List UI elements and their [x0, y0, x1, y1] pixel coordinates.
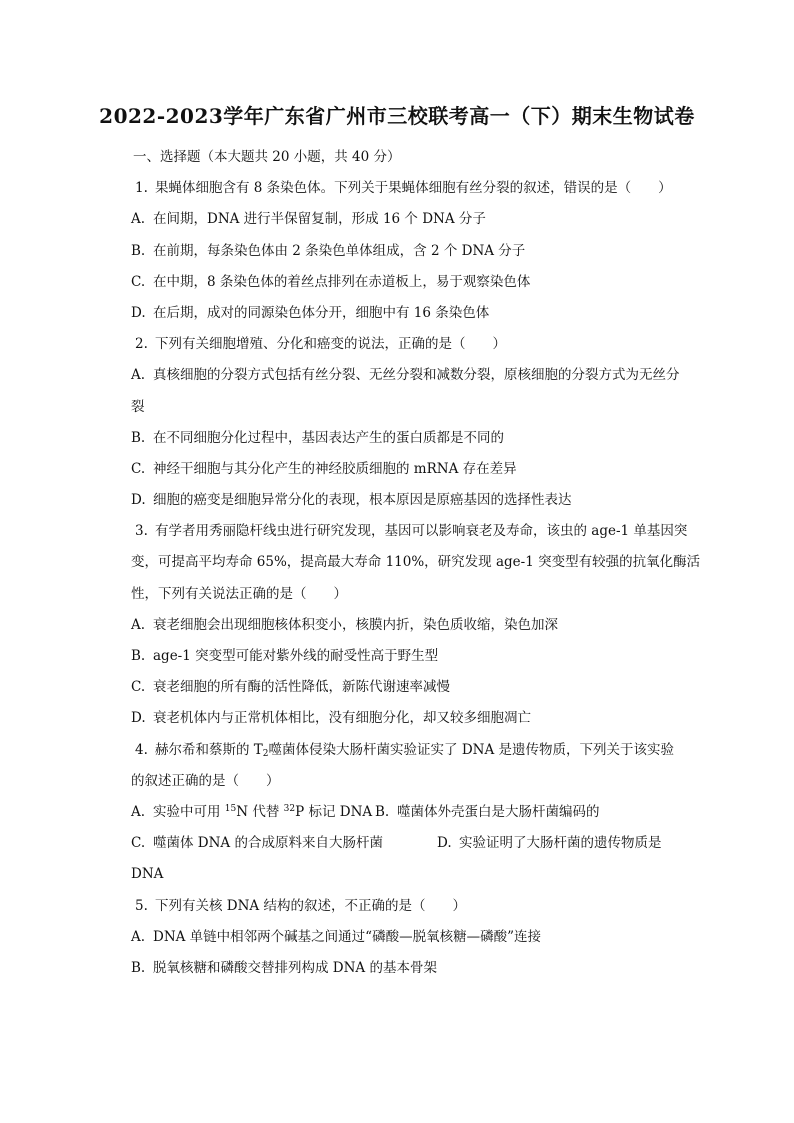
question-1-option-c[interactable] [131, 267, 696, 298]
question-3-option-c[interactable] [131, 672, 696, 703]
option-text: 真核细胞的分裂方式包括有丝分裂、无丝分裂和减数分裂，原核细胞的分裂方式为无丝分 [153, 367, 680, 384]
section-heading: 一、选择题（本大题共 20 小题，共 40 分） [133, 149, 401, 165]
option-text-continued: 裂 [131, 398, 145, 415]
question-4-stem [131, 735, 696, 766]
question-2-option-a[interactable] [131, 360, 696, 391]
option-label: D. [131, 304, 146, 321]
question-1-option-a[interactable] [131, 204, 696, 235]
isotope-superscript: 32 [283, 803, 296, 814]
question-4-option-b[interactable] [375, 797, 600, 828]
phage-subscript: 2 [262, 748, 269, 759]
question-text-rest: 噬菌体侵染大肠杆菌实验证实了 DNA 是遗传物质，下列关于该实验 [268, 741, 674, 758]
option-label: A. [131, 211, 146, 228]
option-text: 在中期，8 条染色体的着丝点排列在赤道板上，易于观察染色体 [153, 273, 531, 290]
question-3-stem-line-2: 变，可提高平均寿命 65%，提高最大寿命 110%，研究发现 age-1 突变型有较强的抗氧化酶活 [131, 554, 701, 571]
option-text: 神经干细胞与其分化产生的神经胶质细胞的 mRNA 存在差异 [153, 460, 517, 477]
option-text: 脱氧核糖和磷酸交替排列构成 DNA 的基本骨架 [153, 959, 437, 976]
option-label: D. [131, 492, 146, 509]
isotope-superscript: 15 [224, 803, 237, 814]
option-text: 噬菌体外壳蛋白是大肠杆菌编码的 [397, 803, 600, 820]
option-text: 在前期，每条染色体由 2 条染色单体组成，含 2 个 DNA 分子 [153, 242, 526, 259]
question-4-option-a[interactable] [131, 804, 372, 820]
question-4-stem-line-2: 的叙述正确的是（ ） [131, 772, 280, 789]
question-5-option-a[interactable] [131, 922, 696, 953]
option-label: D. [437, 835, 452, 852]
question-2-option-d[interactable] [131, 485, 696, 516]
question-text: 赫尔希和蔡斯的 T [155, 741, 263, 758]
question-2-option-b[interactable] [131, 423, 696, 454]
option-label: B. [131, 242, 146, 259]
option-label: D. [131, 710, 146, 727]
question-3-option-d[interactable] [131, 703, 696, 734]
option-label: B. [131, 429, 146, 446]
option-label: C. [131, 835, 146, 852]
exam-title: 2022-2023学年广东省广州市三校联考高一（下）期末生物试卷 [99, 104, 695, 128]
question-number: 3. [135, 523, 148, 540]
option-label: C. [131, 460, 146, 477]
question-4-option-d-continued: DNA [131, 866, 164, 883]
option-text: DNA 单链中相邻两个碱基之间通过“磷酸—脱氧核糖—磷酸”连接 [153, 928, 541, 945]
option-text: 噬菌体 DNA 的合成原料来自大肠杆菌 [153, 835, 383, 852]
option-label: B. [131, 959, 146, 976]
question-4-option-c[interactable] [131, 835, 383, 851]
question-number: 4. [135, 741, 148, 758]
question-5-stem [131, 891, 696, 922]
question-2-option-c[interactable] [131, 454, 696, 485]
question-number: 1. [135, 180, 148, 197]
option-text: 衰老细胞的所有酶的活性降低，新陈代谢速率减慢 [153, 679, 450, 696]
question-1-option-b[interactable] [131, 236, 696, 267]
option-text: 实验证明了大肠杆菌的遗传物质是 [459, 835, 662, 852]
option-text: 在不同细胞分化过程中，基因表达产生的蛋白质都是不同的 [153, 429, 504, 446]
question-number: 2. [135, 336, 148, 353]
question-text: 有学者用秀丽隐杆线虫进行研究发现，基因可以影响衰老及寿命，该虫的 age-1 单基因突 [155, 523, 688, 540]
question-5-option-b[interactable] [131, 953, 696, 984]
question-1-stem [131, 173, 696, 204]
option-text: 衰老细胞会出现细胞核体积变小，核膜内折，染色质收缩，染色加深 [153, 616, 558, 633]
question-1-option-d[interactable] [131, 298, 696, 329]
option-label: C. [131, 273, 146, 290]
question-3-option-a[interactable] [131, 610, 696, 641]
question-4-option-d[interactable] [437, 828, 662, 859]
question-text: 果蝇体细胞含有 8 条染色体。下列关于果蝇体细胞有丝分裂的叙述，错误的是（ ） [155, 180, 672, 197]
option-text: age-1 突变型可能对紫外线的耐受性高于野生型 [153, 648, 439, 664]
option-text: 衰老机体内与正常机体相比，没有细胞分化，却又较多细胞凋亡 [153, 710, 531, 727]
question-2-stem [131, 329, 696, 360]
question-number: 5. [135, 897, 148, 914]
question-3-stem-line-3: 性，下列有关说法正确的是（ ） [131, 585, 347, 602]
question-2-option-a-continued [131, 392, 696, 423]
question-3-option-b[interactable] [131, 641, 696, 672]
question-text: 下列有关核 DNA 结构的叙述，不正确的是（ ） [155, 897, 466, 914]
option-text: 细胞的癌变是细胞异常分化的表现，根本原因是原癌基因的选择性表达 [153, 492, 572, 509]
question-3-stem [131, 516, 696, 547]
option-text: 在间期，DNA 进行半保留复制，形成 16 个 DNA 分子 [153, 211, 486, 228]
exam-content [131, 142, 701, 984]
option-label: B. [375, 803, 390, 820]
option-text: N 代替 [236, 803, 284, 820]
option-label: B. [131, 648, 146, 664]
option-label: A. [131, 803, 146, 820]
option-text: 实验中可用 [153, 803, 225, 820]
option-label: A. [131, 616, 146, 633]
option-label: C. [131, 679, 146, 696]
option-label: A. [131, 367, 146, 384]
option-text: P 标记 DNA [295, 803, 373, 820]
question-4-options-cd-row [131, 828, 696, 859]
question-text: 下列有关细胞增殖、分化和癌变的说法，正确的是（ ） [155, 336, 506, 353]
option-text: 在后期，成对的同源染色体分开，细胞中有 16 条染色体 [153, 304, 490, 321]
question-4-options-ab-row [131, 797, 696, 828]
option-label: A. [131, 928, 146, 945]
